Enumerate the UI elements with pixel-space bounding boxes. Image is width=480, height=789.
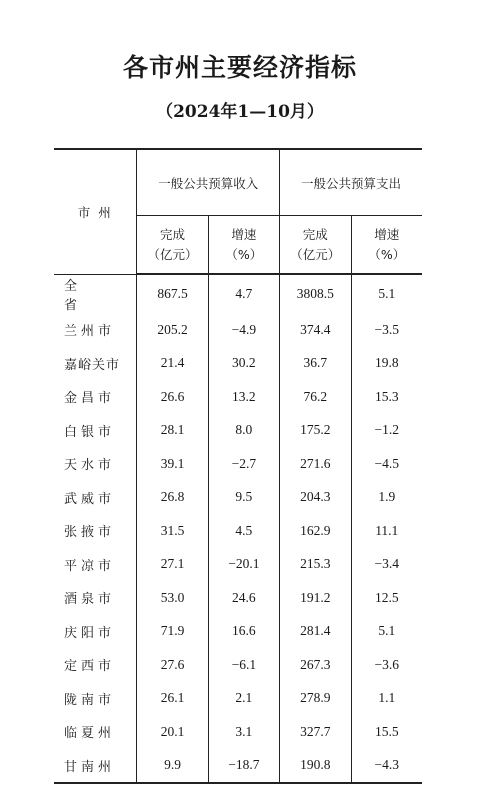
revenue-amount-cell: 26.6 <box>137 380 208 414</box>
header-line: 完成 <box>160 226 186 242</box>
table-row <box>54 481 422 515</box>
revenue-amount-header <box>137 216 208 274</box>
revenue-amount-cell: 26.8 <box>137 481 208 515</box>
table-row <box>54 447 422 481</box>
economic-indicators-table <box>54 148 422 784</box>
expenditure-amount-header <box>280 216 351 274</box>
table-row <box>54 615 422 649</box>
table-row <box>54 380 422 414</box>
city-name-cell: 平凉市 <box>64 558 116 574</box>
expenditure-amount-cell: 76.2 <box>280 380 351 414</box>
expenditure-amount-cell: 281.4 <box>280 615 351 649</box>
expenditure-growth-cell: −3.6 <box>351 648 422 682</box>
expenditure-amount-cell: 3808.5 <box>280 275 351 314</box>
header-unit: （亿元） <box>290 246 341 262</box>
revenue-growth-cell: 24.6 <box>208 581 279 615</box>
expenditure-amount-cell: 327.7 <box>280 715 351 749</box>
expenditure-growth-cell: 1.9 <box>351 481 422 515</box>
city-name-cell: 兰州市 <box>64 324 116 340</box>
revenue-growth-cell: 4.7 <box>208 275 279 314</box>
table-body <box>54 275 422 784</box>
page-title: 各市州主要经济指标 <box>122 53 357 82</box>
city-column-header: 市 州 <box>54 149 137 274</box>
expenditure-growth-header <box>351 216 422 274</box>
revenue-amount-cell: 21.4 <box>137 347 208 381</box>
revenue-group-header: 一般公共预算收入 <box>137 149 280 216</box>
revenue-growth-cell: −2.7 <box>208 447 279 481</box>
expenditure-growth-cell: 12.5 <box>351 581 422 615</box>
revenue-growth-header <box>208 216 279 274</box>
expenditure-amount-cell: 175.2 <box>280 414 351 448</box>
revenue-amount-cell: 53.0 <box>137 581 208 615</box>
table-row <box>54 682 422 716</box>
expenditure-growth-cell: 11.1 <box>351 514 422 548</box>
city-name-cell: 定西市 <box>64 659 116 675</box>
table-row <box>54 581 422 615</box>
revenue-amount-cell: 26.1 <box>137 682 208 716</box>
expenditure-growth-cell: 1.1 <box>351 682 422 716</box>
city-name-cell: 临夏州 <box>64 726 116 742</box>
header-line: 增速 <box>374 226 400 242</box>
city-name-cell: 金昌市 <box>64 391 116 407</box>
revenue-amount-cell: 28.1 <box>137 414 208 448</box>
expenditure-growth-cell: −4.3 <box>351 749 422 784</box>
revenue-growth-cell: 16.6 <box>208 615 279 649</box>
expenditure-amount-cell: 267.3 <box>280 648 351 682</box>
expenditure-growth-cell: 15.5 <box>351 715 422 749</box>
table-row <box>54 347 422 381</box>
header-unit: （亿元） <box>147 246 198 262</box>
revenue-growth-cell: −6.1 <box>208 648 279 682</box>
expenditure-amount-cell: 36.7 <box>280 347 351 381</box>
table-row <box>54 548 422 582</box>
city-name-cell: 嘉峪关市 <box>64 357 121 373</box>
city-name-cell: 庆阳市 <box>64 625 116 641</box>
city-name-cell: 酒泉市 <box>64 592 116 608</box>
revenue-growth-cell: −20.1 <box>208 548 279 582</box>
expenditure-group-header: 一般公共预算支出 <box>280 149 422 216</box>
revenue-growth-cell: 3.1 <box>208 715 279 749</box>
table-row <box>54 313 422 347</box>
city-name-cell: 陇南市 <box>64 692 116 708</box>
expenditure-growth-cell: 5.1 <box>351 615 422 649</box>
city-name-cell: 武威市 <box>64 491 116 507</box>
header-line: 增速 <box>231 226 257 242</box>
expenditure-growth-cell: −1.2 <box>351 414 422 448</box>
expenditure-growth-cell: 19.8 <box>351 347 422 381</box>
city-name-cell: 全 省 <box>64 279 104 313</box>
expenditure-growth-cell: −4.5 <box>351 447 422 481</box>
expenditure-growth-cell: −3.4 <box>351 548 422 582</box>
revenue-amount-cell: 205.2 <box>137 313 208 347</box>
city-name-cell: 白银市 <box>64 424 116 440</box>
revenue-amount-cell: 27.1 <box>137 548 208 582</box>
expenditure-amount-cell: 190.8 <box>280 749 351 784</box>
table-row <box>54 414 422 448</box>
revenue-amount-cell: 27.6 <box>137 648 208 682</box>
revenue-amount-cell: 9.9 <box>137 749 208 784</box>
revenue-growth-cell: 13.2 <box>208 380 279 414</box>
revenue-growth-cell: 8.0 <box>208 414 279 448</box>
revenue-growth-cell: −4.9 <box>208 313 279 347</box>
expenditure-amount-cell: 271.6 <box>280 447 351 481</box>
revenue-growth-cell: 4.5 <box>208 514 279 548</box>
expenditure-amount-cell: 278.9 <box>280 682 351 716</box>
revenue-growth-cell: 30.2 <box>208 347 279 381</box>
table-row <box>54 648 422 682</box>
expenditure-growth-cell: 5.1 <box>351 275 422 314</box>
expenditure-growth-cell: −3.5 <box>351 313 422 347</box>
table-row <box>54 514 422 548</box>
expenditure-amount-cell: 374.4 <box>280 313 351 347</box>
table-row <box>54 275 422 314</box>
city-name-cell: 甘南州 <box>54 749 137 784</box>
expenditure-growth-cell: 15.3 <box>351 380 422 414</box>
expenditure-amount-cell: 215.3 <box>280 548 351 582</box>
header-unit: （%） <box>368 246 406 262</box>
header-line: 完成 <box>302 226 328 242</box>
header-unit: （%） <box>225 246 263 262</box>
city-name-cell: 天水市 <box>64 458 116 474</box>
revenue-amount-cell: 39.1 <box>137 447 208 481</box>
revenue-growth-cell: 9.5 <box>208 481 279 515</box>
expenditure-amount-cell: 191.2 <box>280 581 351 615</box>
revenue-growth-cell: 2.1 <box>208 682 279 716</box>
table-row <box>54 749 422 784</box>
revenue-amount-cell: 867.5 <box>137 275 208 314</box>
revenue-amount-cell: 20.1 <box>137 715 208 749</box>
expenditure-amount-cell: 162.9 <box>280 514 351 548</box>
expenditure-amount-cell: 204.3 <box>280 481 351 515</box>
page-subtitle: （2024年1—10月） <box>156 102 324 122</box>
revenue-amount-cell: 71.9 <box>137 615 208 649</box>
table-row <box>54 715 422 749</box>
revenue-growth-cell: −18.7 <box>208 749 279 784</box>
revenue-amount-cell: 31.5 <box>137 514 208 548</box>
city-name-cell: 张掖市 <box>64 525 116 541</box>
